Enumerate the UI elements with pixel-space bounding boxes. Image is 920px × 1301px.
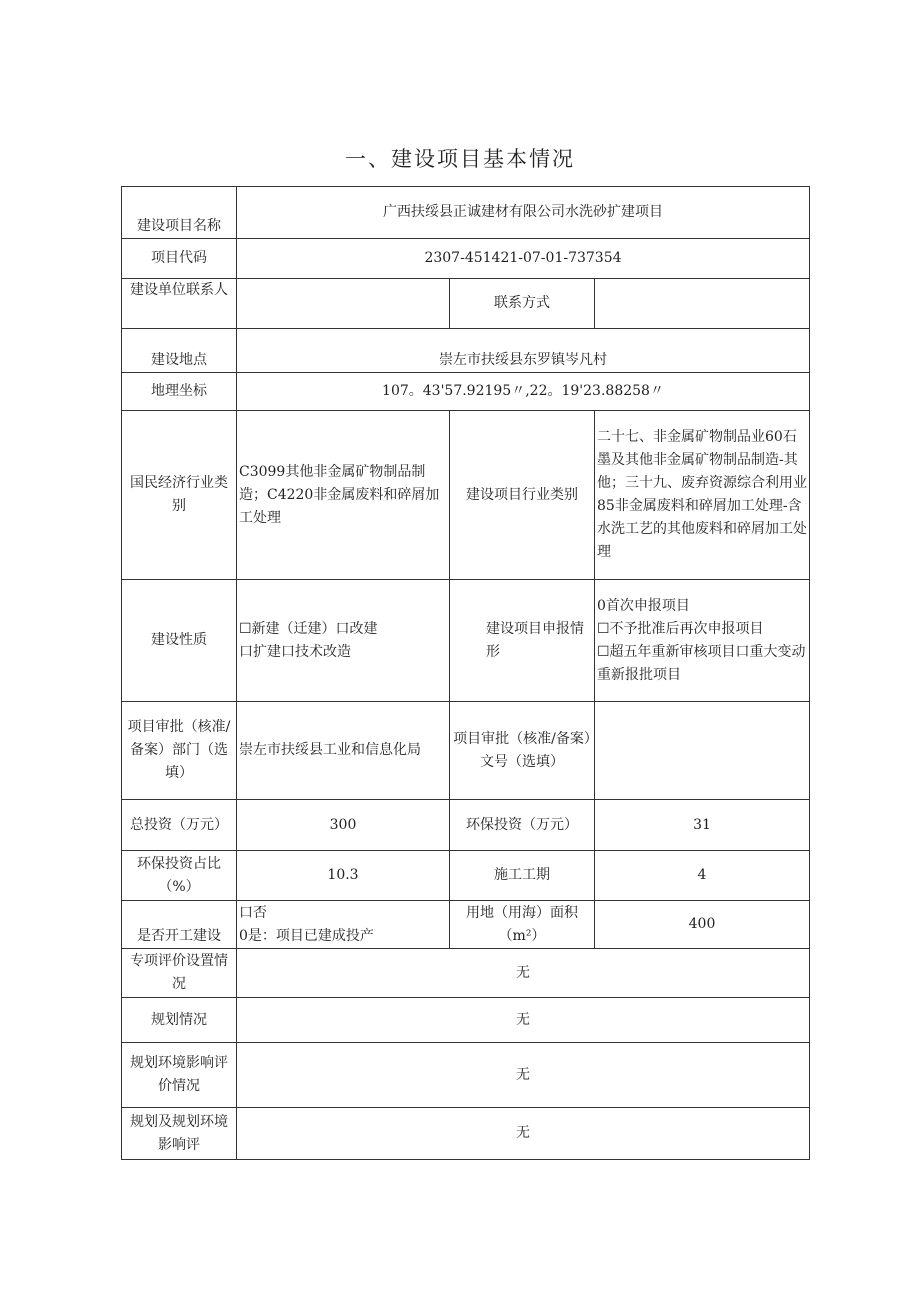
location-label: 建设地点: [122, 329, 237, 373]
report-situation-options: [595, 580, 810, 702]
row-investment: [122, 800, 810, 851]
contact-method-label: 联系方式: [450, 279, 595, 329]
row-approval: [122, 702, 810, 800]
construction-period-label: 施工工期: [450, 851, 595, 901]
planning-and-env-label: 规划及规划环境影响评: [122, 1108, 237, 1160]
contact-method-value: [595, 279, 810, 329]
project-info-table: [121, 186, 810, 1160]
row-planning-and-env: [122, 1108, 810, 1160]
contact-label: 建设单位联系人: [122, 279, 237, 329]
planning-value: 无: [237, 998, 810, 1043]
page-title: 一、建设项目基本情况: [345, 147, 575, 171]
project-code-value: 2307-451421-07-01-737354: [237, 239, 810, 279]
industry-value: C3099其他非金属矿物制品制造；C4220非金属废料和碎屑加工处理: [237, 411, 450, 580]
row-planning-env: [122, 1043, 810, 1108]
planning-label: 规划情况: [122, 998, 237, 1043]
env-investment-value: 31: [595, 800, 810, 851]
nature-option-line2: 口扩建口技术改造: [239, 643, 351, 660]
location-value: 崇左市扶绥县东罗镇岑凡村: [237, 329, 810, 373]
nature-label: 建设性质: [122, 580, 237, 702]
started-label: 是否开工建设: [122, 901, 237, 949]
row-ratio: [122, 851, 810, 901]
special-eval-label: 专项评价设置情况: [122, 949, 237, 998]
started-option-yes: 0是：项目已建成投产: [239, 927, 374, 944]
planning-env-label: 规划环境影响评价情况: [122, 1043, 237, 1108]
project-name-value: 广西扶绥县正诚建材有限公司水洗砂扩建项目: [237, 187, 810, 239]
report-option-1: 0首次申报项目: [597, 597, 690, 614]
started-option-no: 口否: [239, 904, 267, 921]
approval-doc-label: 项目审批（核准/备案）文号（选填）: [450, 702, 595, 800]
industry-category-value: 二十七、非金属矿物制品业60石墨及其他非金属矿物制品制造-其他；三十九、废弃资源综合利用业85非金属废料和碎屑加工处理-含水洗工艺的其他废料和碎屑加工处理: [595, 411, 810, 580]
report-situation-label: 建设项目申报情形: [450, 580, 595, 702]
project-name-label: 建设项目名称: [122, 187, 237, 239]
row-nature: [122, 580, 810, 702]
construction-period-value: 4: [595, 851, 810, 901]
total-investment-label: 总投资（万元）: [122, 800, 237, 851]
started-options: [237, 901, 450, 949]
report-option-3: ☐超五年重新审核项目口重大变动重新报批项目: [597, 643, 806, 683]
planning-env-value: 无: [237, 1043, 810, 1108]
special-eval-value: 无: [237, 949, 810, 998]
approval-dept-value: 崇左市扶绥县工业和信息化局: [237, 702, 450, 800]
land-area-value: 400: [595, 901, 810, 949]
nature-options: [237, 580, 450, 702]
row-coordinates: [122, 373, 810, 411]
row-project-code: [122, 239, 810, 279]
contact-value: [237, 279, 450, 329]
coordinates-label: 地理坐标: [122, 373, 237, 411]
env-ratio-value: 10.3: [237, 851, 450, 901]
row-industry: [122, 411, 810, 580]
row-location: [122, 329, 810, 373]
planning-and-env-value: 无: [237, 1108, 810, 1160]
row-project-name: [122, 187, 810, 239]
industry-category-label: 建设项目行业类别: [450, 411, 595, 580]
approval-dept-label: 项目审批（核准/备案）部门（选填）: [122, 702, 237, 800]
row-contact: [122, 279, 810, 329]
industry-label: 国民经济行业类别: [122, 411, 237, 580]
env-ratio-label: 环保投资占比（%）: [122, 851, 237, 901]
env-investment-label: 环保投资（万元）: [450, 800, 595, 851]
project-code-label: 项目代码: [122, 239, 237, 279]
land-area-label: 用地（用海）面积（m²）: [450, 901, 595, 949]
report-option-2: ☐不予批准后再次申报项目: [597, 620, 764, 637]
row-started: [122, 901, 810, 949]
total-investment-value: 300: [237, 800, 450, 851]
row-special-eval: [122, 949, 810, 998]
approval-doc-value: [595, 702, 810, 800]
nature-option-line1: ☐新建（迁建）口改建: [239, 620, 378, 637]
row-planning: [122, 998, 810, 1043]
coordinates-value: 107。43'57.92195〃,22。19'23.88258〃: [237, 373, 810, 411]
